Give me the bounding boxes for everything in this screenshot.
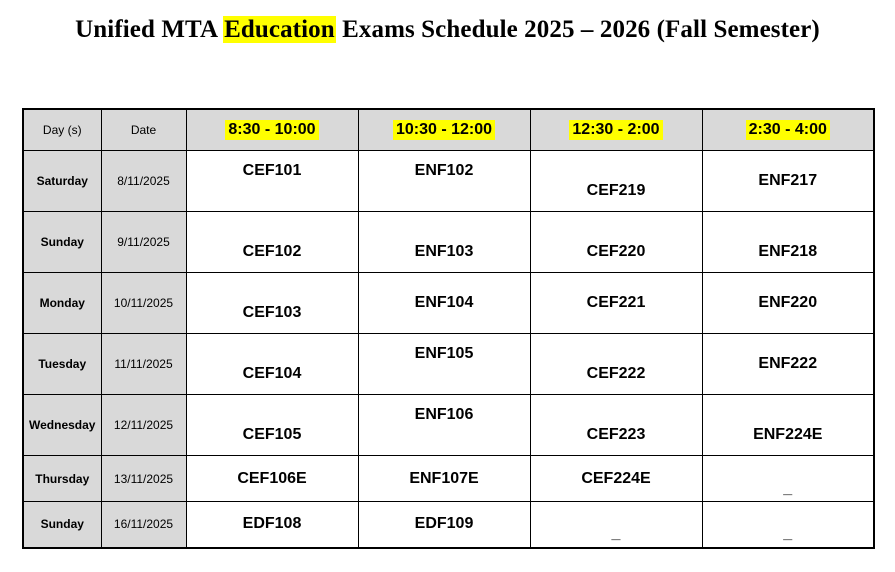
exam-code-cell xyxy=(186,273,358,334)
exam-code: CEF106E xyxy=(237,469,307,487)
exam-code-cell xyxy=(186,456,358,502)
page-title xyxy=(0,16,895,44)
row-date: 11/11/2025 xyxy=(101,334,186,395)
exam-code-cell xyxy=(358,151,530,212)
exam-code-cell xyxy=(358,456,530,502)
exam-code-cell xyxy=(530,212,702,273)
header-timeslot-1 xyxy=(186,109,358,151)
exam-code: CEF224E xyxy=(581,469,651,487)
table-header-row xyxy=(23,109,874,151)
table-row xyxy=(23,273,874,334)
exam-code-cell xyxy=(530,395,702,456)
exam-code: CEF223 xyxy=(586,426,646,443)
table-row xyxy=(23,151,874,212)
exam-code-cell xyxy=(358,502,530,548)
row-day: Sunday xyxy=(23,212,101,273)
exam-code: CEF104 xyxy=(242,365,302,382)
exam-code-cell xyxy=(186,212,358,273)
exam-code: CEF221 xyxy=(586,294,646,311)
title-part-before: Unified MTA xyxy=(75,16,224,43)
exam-code-cell xyxy=(702,395,874,456)
exam-code: EDF109 xyxy=(414,515,474,533)
exam-code-cell xyxy=(702,151,874,212)
exam-code: CEF101 xyxy=(242,162,302,179)
exam-code-cell xyxy=(702,212,874,273)
exam-code-cell xyxy=(702,273,874,334)
row-day: Monday xyxy=(23,273,101,334)
timeslot-label: 8:30 - 10:00 xyxy=(225,120,318,140)
exam-code-cell xyxy=(186,334,358,395)
exam-code-cell xyxy=(186,502,358,548)
row-date: 10/11/2025 xyxy=(101,273,186,334)
row-day: Tuesday xyxy=(23,334,101,395)
exam-code: _ xyxy=(611,525,621,543)
row-day: Sunday xyxy=(23,502,101,548)
exam-code-cell xyxy=(702,502,874,548)
exam-code: ENF105 xyxy=(414,345,474,362)
row-date: 12/11/2025 xyxy=(101,395,186,456)
exam-code-cell xyxy=(702,456,874,502)
row-day: Wednesday xyxy=(23,395,101,456)
exam-code: ENF103 xyxy=(414,243,474,260)
row-day: Thursday xyxy=(23,456,101,502)
exam-code: ENF104 xyxy=(414,294,474,311)
header-day: Day (s) xyxy=(23,109,101,151)
exam-code: _ xyxy=(783,525,793,543)
header-date: Date xyxy=(101,109,186,151)
exam-code-cell xyxy=(186,151,358,212)
exam-code: ENF102 xyxy=(414,162,474,179)
exam-code: CEF222 xyxy=(586,365,646,382)
row-date: 16/11/2025 xyxy=(101,502,186,548)
timeslot-label: 10:30 - 12:00 xyxy=(393,120,495,140)
table-row xyxy=(23,456,874,502)
exam-code: ENF220 xyxy=(758,294,818,311)
exam-code-cell xyxy=(530,334,702,395)
exam-code-cell xyxy=(186,395,358,456)
exam-code: CEF220 xyxy=(586,243,646,260)
exam-code-cell xyxy=(358,334,530,395)
exam-code: CEF219 xyxy=(586,182,646,199)
timeslot-label: 12:30 - 2:00 xyxy=(569,120,662,140)
exam-code-cell xyxy=(358,212,530,273)
exam-code: ENF224E xyxy=(753,426,823,443)
row-date: 8/11/2025 xyxy=(101,151,186,212)
timeslot-label: 2:30 - 4:00 xyxy=(746,120,830,140)
table-row xyxy=(23,334,874,395)
exam-code-cell xyxy=(358,395,530,456)
exam-code: ENF106 xyxy=(414,406,474,423)
table-row xyxy=(23,502,874,548)
exam-code-cell xyxy=(702,334,874,395)
exams-schedule-table xyxy=(22,108,875,549)
document-page xyxy=(0,16,895,572)
table-row xyxy=(23,212,874,273)
exam-code-cell xyxy=(358,273,530,334)
schedule-table-container xyxy=(22,108,873,549)
title-highlighted-word: Education xyxy=(224,16,335,43)
exam-code-cell xyxy=(530,456,702,502)
row-day: Saturday xyxy=(23,151,101,212)
exam-code: ENF217 xyxy=(758,172,818,189)
exam-code: ENF222 xyxy=(758,355,818,372)
exam-code-cell xyxy=(530,273,702,334)
exam-code: ENF218 xyxy=(758,243,818,260)
exam-code: ENF107E xyxy=(409,469,479,487)
row-date: 9/11/2025 xyxy=(101,212,186,273)
title-part-after: Exams Schedule 2025 – 2026 (Fall Semester) xyxy=(335,16,820,43)
exam-code: CEF103 xyxy=(242,304,302,321)
header-timeslot-4 xyxy=(702,109,874,151)
exam-code: _ xyxy=(783,479,793,497)
table-row xyxy=(23,395,874,456)
exam-code: CEF105 xyxy=(242,426,302,443)
header-timeslot-2 xyxy=(358,109,530,151)
row-date: 13/11/2025 xyxy=(101,456,186,502)
exam-code: CEF102 xyxy=(242,243,302,260)
header-timeslot-3 xyxy=(530,109,702,151)
exam-code-cell xyxy=(530,502,702,548)
exam-code-cell xyxy=(530,151,702,212)
exam-code: EDF108 xyxy=(242,515,302,533)
